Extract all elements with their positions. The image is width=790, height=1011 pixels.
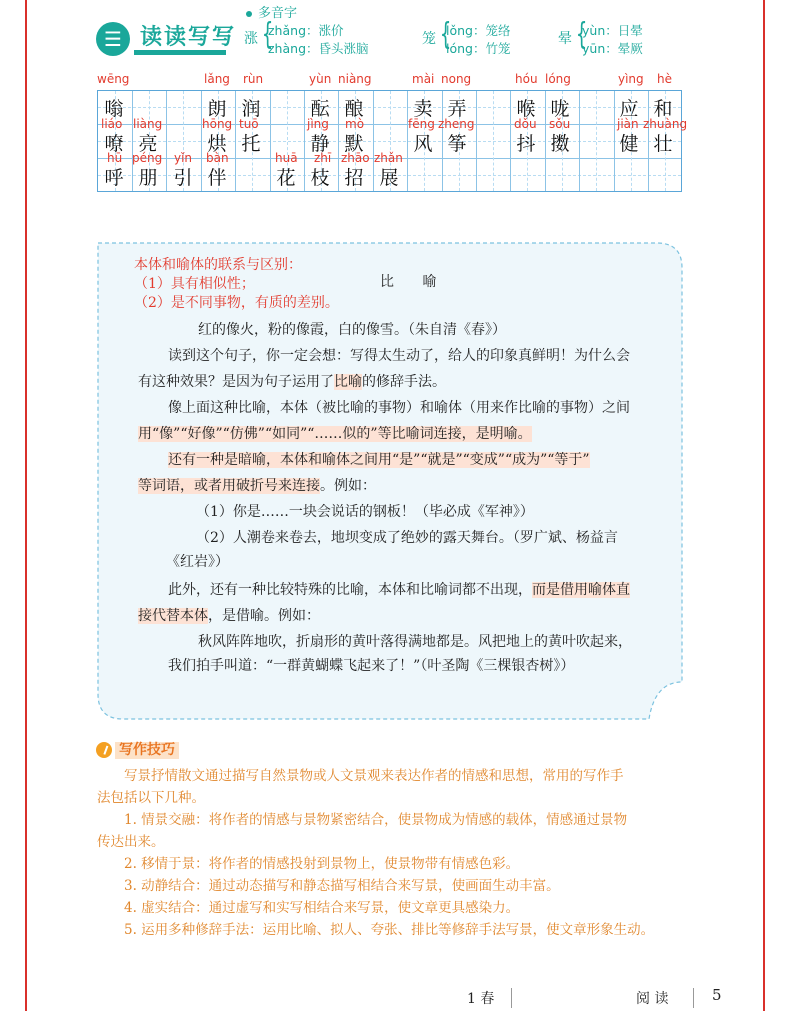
grid-char: 展	[379, 167, 399, 189]
polyphonic-title: 多音字	[246, 2, 297, 21]
paragraph-line: 等词语，或者用破折号来连接。例如：	[138, 478, 376, 494]
footer-lesson: 1 春	[467, 991, 495, 1007]
grid-char: 嘹	[104, 133, 124, 155]
grid-char: 卖	[413, 98, 433, 120]
section-title: 读读写写	[140, 24, 237, 50]
pinyin: liàng	[133, 117, 163, 131]
pinyin: sǒu	[549, 117, 571, 131]
pinyin: hè	[657, 72, 672, 86]
paragraph-line: 像上面这种比喻，本体（被比喻的事物）和喻体（用来作比喻的事物）之间	[168, 400, 630, 416]
example-sentence: （2）人潮卷来卷去，地坝变成了绝妙的露天舞台。（罗广斌、杨益言	[196, 530, 618, 546]
example-sentence: 《红岩》）	[166, 554, 229, 570]
grid-char: 壮	[653, 133, 673, 155]
section-list-icon: ☰	[96, 22, 130, 56]
tips-item: 2. 移情于景：将作者的情感投射到景物上，使景物带有情感色彩。	[124, 856, 520, 872]
pinyin: hū	[107, 151, 123, 165]
section-title-underline	[134, 50, 226, 55]
pinyin: zhuàng	[643, 117, 688, 131]
pinyin: huā	[275, 151, 298, 165]
grid-char: 伴	[207, 167, 227, 189]
grid-char: 托	[241, 133, 261, 155]
pinyin: zhī	[314, 151, 332, 165]
pinyin: jìng	[307, 117, 329, 131]
grid-char: 抖	[516, 133, 536, 155]
polyphonic-item: 笼 { lǒng：笼络 lóng：竹笼	[422, 17, 511, 56]
note-box: 本体和喻体的联系与区别： （1）具有相似性； （2）是不同事物，有质的差别。	[134, 257, 339, 311]
pencil-icon	[96, 742, 112, 758]
tips-paragraph: 写景抒情散文通过描写自然景物或人文景观来表达作者的情感和思想，常用的写作手	[124, 768, 624, 784]
pinyin: mài	[412, 72, 435, 86]
pinyin: yùn	[309, 72, 332, 86]
brace-icon: {	[575, 17, 588, 52]
bullet-icon	[246, 11, 252, 17]
grid-char: 亮	[138, 133, 158, 155]
brace-icon: {	[439, 17, 452, 52]
tips-item: 5. 运用多种修辞手法：运用比喻、拟人、夸张、排比等修辞手法写景，使文章形象生动。	[124, 922, 655, 938]
paragraph-line: 还有一种是暗喻，本体和喻体之间用“是”“就是”“变成”“成为”“等于”	[168, 452, 590, 468]
footer-section: 阅 读	[636, 991, 669, 1007]
pinyin: nong	[441, 72, 472, 86]
example-sentence: 秋风阵阵地吹，折扇形的黄叶落得满地都是。风把地上的黄叶吹起来，	[198, 634, 632, 650]
grid-char: 嗡	[104, 98, 124, 120]
pinyin: yǐn	[174, 151, 193, 165]
pinyin: hóu	[515, 72, 538, 86]
pinyin: yìng	[618, 72, 644, 86]
paragraph-line: 用“像”“好像”“仿佛”“如同”“……似的”等比喻词连接，是明喻。	[138, 426, 532, 442]
knowledge-title: 比 喻	[380, 274, 449, 290]
grid-char: 呼	[104, 167, 124, 189]
grid-char: 花	[276, 167, 296, 189]
paragraph-line: 读到这个句子，你一定会想：写得太生动了，给人的印象真鲜明！为什么会	[168, 348, 630, 364]
grid-char: 筝	[447, 133, 467, 155]
example-sentence: 红的像火，粉的像霞，白的像雪。（朱自清《春》）	[198, 322, 506, 338]
grid-char: 烘	[207, 133, 227, 155]
grid-char: 和	[653, 98, 673, 120]
grid-char: 擞	[550, 133, 570, 155]
pinyin: zhǎn	[374, 151, 403, 165]
grid-char: 弄	[447, 98, 467, 120]
page-number: 5	[712, 986, 722, 1004]
pinyin: zhāo	[341, 151, 370, 165]
tips-item: 传达出来。	[97, 834, 165, 850]
pinyin: lóng	[545, 72, 571, 86]
pinyin: wēng	[97, 72, 130, 86]
grid-char: 酿	[344, 98, 364, 120]
footer-divider	[511, 988, 512, 1008]
grid-char: 招	[344, 167, 364, 189]
tips-item: 1. 情景交融：将作者的情感与景物紧密结合，使景物成为情感的载体，情感通过景物	[124, 812, 628, 828]
paragraph-line: 此外，还有一种比较特殊的比喻，本体和比喻词都不出现，而是借用喻体直	[168, 582, 630, 598]
grid-char: 朗	[207, 98, 227, 120]
tips-item: 3. 动静结合：通过动态描写和静态描写相结合来写景，使画面生动丰富。	[124, 878, 560, 894]
page-frame-left	[25, 0, 27, 1011]
pinyin: bàn	[206, 151, 229, 165]
pinyin: tuō	[239, 117, 259, 131]
grid-char: 朋	[138, 167, 158, 189]
pinyin: niàng	[338, 72, 372, 86]
grid-char: 默	[344, 133, 364, 155]
pinyin: dǒu	[514, 117, 537, 131]
pinyin: jiàn	[617, 117, 639, 131]
writing-tips-title: 写作技巧	[115, 742, 179, 759]
grid-char: 引	[173, 167, 193, 189]
page-frame-right	[763, 0, 765, 1011]
pinyin: péng	[132, 151, 163, 165]
grid-char: 喉	[516, 98, 536, 120]
tips-item: 4. 虚实结合：通过虚写和实写相结合来写景，使文章更具感染力。	[124, 900, 520, 916]
grid-char: 应	[619, 98, 639, 120]
pinyin: liáo	[101, 117, 123, 131]
footer-divider	[693, 988, 694, 1008]
pinyin: mò	[345, 117, 365, 131]
grid-char: 润	[241, 98, 261, 120]
tips-paragraph: 法包括以下几种。	[97, 790, 205, 806]
pinyin: rùn	[243, 72, 264, 86]
paragraph-line: 有这种效果？是因为句子运用了比喻的修辞手法。	[138, 374, 446, 390]
brace-icon: {	[261, 17, 274, 52]
grid-char: 风	[413, 133, 433, 155]
pinyin: fēng	[408, 117, 435, 131]
pinyin: lǎng	[204, 72, 230, 86]
polyphonic-item: 晕 { yùn：日晕 yūn：晕厥	[558, 17, 643, 56]
example-sentence: 我们拍手叫道：“一群黄蝴蝶飞起来了！”（叶圣陶《三棵银杏树》）	[168, 658, 575, 674]
grid-char: 枝	[310, 167, 330, 189]
grid-char: 咙	[550, 98, 570, 120]
pinyin: zheng	[438, 117, 475, 131]
grid-char: 健	[619, 133, 639, 155]
paragraph-line: 接代替本体，是借喻。例如：	[138, 608, 320, 624]
pinyin: hōng	[202, 117, 233, 131]
grid-char: 酝	[310, 98, 330, 120]
example-sentence: （1）你是……一块会说话的钢板！（毕必成《军神》）	[196, 504, 534, 520]
grid-char: 静	[310, 133, 330, 155]
polyphonic-item: 涨 { zhǎng：涨价 zhàng：昏头涨脑	[244, 17, 369, 56]
